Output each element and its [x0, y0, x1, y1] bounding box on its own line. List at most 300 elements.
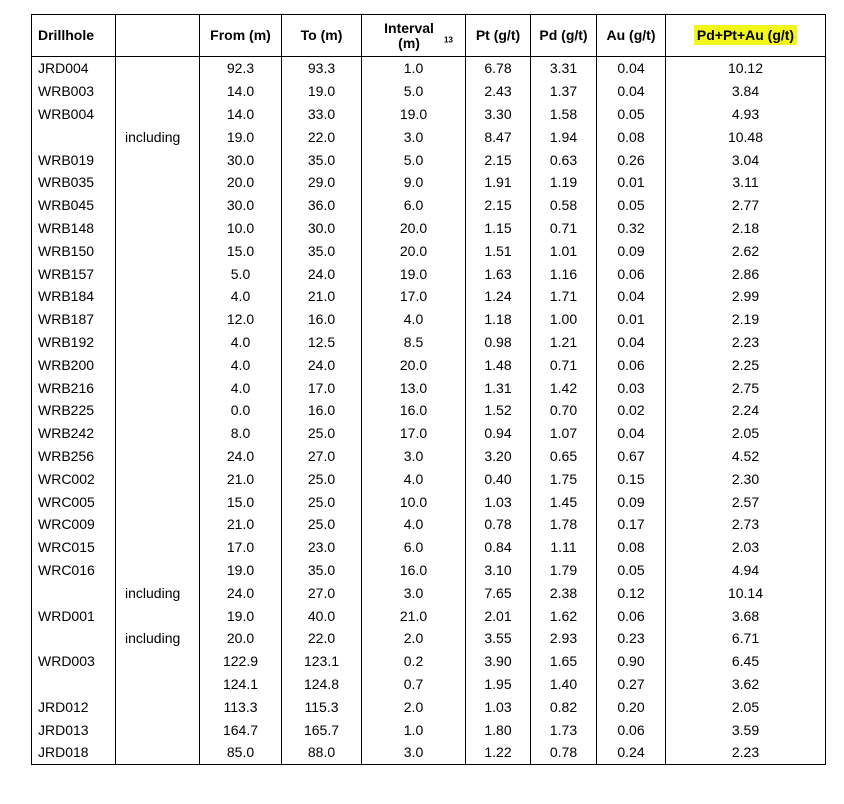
- header-interval: [362, 15, 466, 57]
- note-cell: [116, 490, 200, 513]
- pt-cell: 1.91: [466, 171, 531, 194]
- interval-cell: 20.0: [362, 217, 466, 240]
- to-cell: 35.0: [282, 559, 362, 582]
- drillhole-cell: WRB004: [32, 103, 116, 126]
- total-cell: 2.73: [666, 513, 826, 536]
- from-cell: 30.0: [200, 148, 282, 171]
- pd-cell: 3.31: [531, 57, 597, 80]
- from-cell: 21.0: [200, 513, 282, 536]
- header-pt: Pt (g/t): [466, 15, 531, 57]
- pt-cell: 1.63: [466, 262, 531, 285]
- table-row: [32, 331, 826, 354]
- pd-cell: 1.94: [531, 125, 597, 148]
- pt-cell: 3.10: [466, 559, 531, 582]
- au-cell: 0.20: [597, 695, 666, 718]
- interval-cell: 13.0: [362, 376, 466, 399]
- to-cell: 27.0: [282, 445, 362, 468]
- au-cell: 0.17: [597, 513, 666, 536]
- drillhole-cell: WRB192: [32, 331, 116, 354]
- table-row: [32, 604, 826, 627]
- to-cell: 115.3: [282, 695, 362, 718]
- to-cell: 124.8: [282, 673, 362, 696]
- drillhole-cell: WRB187: [32, 308, 116, 331]
- table-row: [32, 239, 826, 262]
- pt-cell: 3.90: [466, 650, 531, 673]
- pt-cell: 0.84: [466, 536, 531, 559]
- drillhole-cell: WRB003: [32, 80, 116, 103]
- to-cell: 36.0: [282, 194, 362, 217]
- note-cell: [116, 673, 200, 696]
- from-cell: 12.0: [200, 308, 282, 331]
- table-row: [32, 559, 826, 582]
- table-row: [32, 103, 826, 126]
- interval-cell: 6.0: [362, 536, 466, 559]
- drillhole-cell: WRB150: [32, 239, 116, 262]
- total-cell: 2.05: [666, 422, 826, 445]
- to-cell: 12.5: [282, 331, 362, 354]
- au-cell: 0.01: [597, 171, 666, 194]
- interval-cell: 1.0: [362, 718, 466, 741]
- au-cell: 0.04: [597, 80, 666, 103]
- total-cell: 2.57: [666, 490, 826, 513]
- interval-cell: 0.7: [362, 673, 466, 696]
- drillhole-cell: WRB256: [32, 445, 116, 468]
- from-cell: 17.0: [200, 536, 282, 559]
- total-cell: 4.52: [666, 445, 826, 468]
- interval-cell: 17.0: [362, 285, 466, 308]
- pt-cell: 0.78: [466, 513, 531, 536]
- pt-cell: 2.43: [466, 80, 531, 103]
- to-cell: 88.0: [282, 741, 362, 764]
- interval-cell: 9.0: [362, 171, 466, 194]
- total-cell: 3.04: [666, 148, 826, 171]
- table-row: [32, 308, 826, 331]
- table-row: [32, 171, 826, 194]
- au-cell: 0.06: [597, 604, 666, 627]
- interval-cell: 8.5: [362, 331, 466, 354]
- to-cell: 35.0: [282, 148, 362, 171]
- header-total: [666, 15, 826, 57]
- note-cell: [116, 467, 200, 490]
- from-cell: 19.0: [200, 125, 282, 148]
- to-cell: 25.0: [282, 490, 362, 513]
- au-cell: 0.23: [597, 627, 666, 650]
- pt-cell: 3.20: [466, 445, 531, 468]
- au-cell: 0.09: [597, 239, 666, 262]
- drillhole-cell: JRD004: [32, 57, 116, 80]
- au-cell: 0.05: [597, 103, 666, 126]
- drillhole-cell: WRB216: [32, 376, 116, 399]
- interval-cell: 21.0: [362, 604, 466, 627]
- table-row: [32, 217, 826, 240]
- interval-cell: 19.0: [362, 262, 466, 285]
- table-row: [32, 673, 826, 696]
- pd-cell: 0.58: [531, 194, 597, 217]
- au-cell: 0.06: [597, 353, 666, 376]
- interval-cell: 4.0: [362, 467, 466, 490]
- drillhole-cell: WRB019: [32, 148, 116, 171]
- au-cell: 0.90: [597, 650, 666, 673]
- to-cell: 19.0: [282, 80, 362, 103]
- drillhole-cell: [32, 125, 116, 148]
- from-cell: 14.0: [200, 80, 282, 103]
- drillhole-cell: [32, 581, 116, 604]
- drillhole-cell: WRB200: [32, 353, 116, 376]
- table-row: [32, 399, 826, 422]
- note-cell: [116, 718, 200, 741]
- table-row: [32, 194, 826, 217]
- pd-cell: 0.70: [531, 399, 597, 422]
- pt-cell: 2.01: [466, 604, 531, 627]
- note-cell: [116, 353, 200, 376]
- pt-cell: 8.47: [466, 125, 531, 148]
- from-cell: 4.0: [200, 376, 282, 399]
- from-cell: 8.0: [200, 422, 282, 445]
- to-cell: 25.0: [282, 422, 362, 445]
- pt-cell: 1.51: [466, 239, 531, 262]
- au-cell: 0.24: [597, 741, 666, 764]
- table-row: [32, 148, 826, 171]
- interval-cell: 20.0: [362, 239, 466, 262]
- drillhole-cell: WRB157: [32, 262, 116, 285]
- au-cell: 0.15: [597, 467, 666, 490]
- au-cell: 0.03: [597, 376, 666, 399]
- au-cell: 0.09: [597, 490, 666, 513]
- note-cell: [116, 445, 200, 468]
- au-cell: 0.06: [597, 718, 666, 741]
- to-cell: 25.0: [282, 513, 362, 536]
- to-cell: 23.0: [282, 536, 362, 559]
- au-cell: 0.04: [597, 285, 666, 308]
- to-cell: 123.1: [282, 650, 362, 673]
- total-cell: 3.11: [666, 171, 826, 194]
- au-cell: 0.02: [597, 399, 666, 422]
- to-cell: 40.0: [282, 604, 362, 627]
- header-row: [32, 15, 826, 57]
- pd-cell: 1.01: [531, 239, 597, 262]
- header-interval-label: Interval (m): [384, 19, 434, 51]
- table-row: [32, 490, 826, 513]
- pt-cell: 1.95: [466, 673, 531, 696]
- total-cell: 4.93: [666, 103, 826, 126]
- drillhole-cell: JRD018: [32, 741, 116, 764]
- total-cell: 2.77: [666, 194, 826, 217]
- interval-cell: 1.0: [362, 57, 466, 80]
- pt-cell: 1.22: [466, 741, 531, 764]
- table-row: [32, 262, 826, 285]
- header-blank: [116, 15, 200, 57]
- from-cell: 4.0: [200, 331, 282, 354]
- total-cell: 2.30: [666, 467, 826, 490]
- pd-cell: 0.78: [531, 741, 597, 764]
- pd-cell: 1.65: [531, 650, 597, 673]
- pd-cell: 2.93: [531, 627, 597, 650]
- note-cell: [116, 513, 200, 536]
- from-cell: 15.0: [200, 490, 282, 513]
- to-cell: 30.0: [282, 217, 362, 240]
- total-cell: 3.68: [666, 604, 826, 627]
- au-cell: 0.26: [597, 148, 666, 171]
- table-row: [32, 445, 826, 468]
- from-cell: 0.0: [200, 399, 282, 422]
- interval-cell: 3.0: [362, 445, 466, 468]
- pt-cell: 0.94: [466, 422, 531, 445]
- from-cell: 85.0: [200, 741, 282, 764]
- pd-cell: 1.19: [531, 171, 597, 194]
- au-cell: 0.01: [597, 308, 666, 331]
- drillhole-cell: JRD012: [32, 695, 116, 718]
- table-row: [32, 467, 826, 490]
- note-cell: [116, 604, 200, 627]
- note-cell: [116, 57, 200, 80]
- interval-cell: 3.0: [362, 581, 466, 604]
- pt-cell: 7.65: [466, 581, 531, 604]
- pt-cell: 2.15: [466, 148, 531, 171]
- to-cell: 22.0: [282, 627, 362, 650]
- note-cell: [116, 741, 200, 764]
- from-cell: 164.7: [200, 718, 282, 741]
- to-cell: 33.0: [282, 103, 362, 126]
- drillhole-cell: WRC002: [32, 467, 116, 490]
- pt-cell: 1.15: [466, 217, 531, 240]
- pd-cell: 1.62: [531, 604, 597, 627]
- note-cell: [116, 103, 200, 126]
- to-cell: 25.0: [282, 467, 362, 490]
- pd-cell: 0.82: [531, 695, 597, 718]
- total-cell: 2.05: [666, 695, 826, 718]
- header-to: To (m): [282, 15, 362, 57]
- interval-cell: 19.0: [362, 103, 466, 126]
- total-cell: 6.71: [666, 627, 826, 650]
- note-cell: [116, 376, 200, 399]
- total-cell: 2.62: [666, 239, 826, 262]
- note-cell: [116, 650, 200, 673]
- interval-cell: 3.0: [362, 741, 466, 764]
- drillhole-cell: WRD003: [32, 650, 116, 673]
- total-cell: 2.19: [666, 308, 826, 331]
- note-cell: [116, 331, 200, 354]
- table-row: [32, 125, 826, 148]
- table-row: [32, 513, 826, 536]
- note-cell: [116, 217, 200, 240]
- header-au: Au (g/t): [597, 15, 666, 57]
- pd-cell: 1.00: [531, 308, 597, 331]
- note-cell: [116, 308, 200, 331]
- interval-cell: 16.0: [362, 399, 466, 422]
- table-row: [32, 422, 826, 445]
- note-cell: [116, 285, 200, 308]
- total-cell: 3.84: [666, 80, 826, 103]
- from-cell: 30.0: [200, 194, 282, 217]
- note-cell: [116, 695, 200, 718]
- table-row: [32, 57, 826, 80]
- pt-cell: 0.98: [466, 331, 531, 354]
- table-row: [32, 718, 826, 741]
- pt-cell: 1.80: [466, 718, 531, 741]
- au-cell: 0.04: [597, 331, 666, 354]
- note-cell: [116, 536, 200, 559]
- pd-cell: 1.75: [531, 467, 597, 490]
- drillhole-cell: WRC009: [32, 513, 116, 536]
- to-cell: 24.0: [282, 353, 362, 376]
- pd-cell: 1.16: [531, 262, 597, 285]
- total-cell: 2.18: [666, 217, 826, 240]
- total-cell: 2.86: [666, 262, 826, 285]
- pt-cell: 2.15: [466, 194, 531, 217]
- total-cell: 10.48: [666, 125, 826, 148]
- note-cell: [116, 399, 200, 422]
- from-cell: 4.0: [200, 353, 282, 376]
- au-cell: 0.08: [597, 536, 666, 559]
- au-cell: 0.05: [597, 194, 666, 217]
- header-pd: Pd (g/t): [531, 15, 597, 57]
- header-from: From (m): [200, 15, 282, 57]
- table-row: [32, 650, 826, 673]
- to-cell: 165.7: [282, 718, 362, 741]
- to-cell: 17.0: [282, 376, 362, 399]
- note-cell: [116, 559, 200, 582]
- au-cell: 0.67: [597, 445, 666, 468]
- pd-cell: 0.71: [531, 353, 597, 376]
- total-cell: 3.62: [666, 673, 826, 696]
- table-body: [32, 57, 826, 765]
- note-cell: [116, 239, 200, 262]
- from-cell: 4.0: [200, 285, 282, 308]
- drillhole-cell: WRB148: [32, 217, 116, 240]
- pd-cell: 1.21: [531, 331, 597, 354]
- table-row: [32, 695, 826, 718]
- to-cell: 29.0: [282, 171, 362, 194]
- pt-cell: 1.18: [466, 308, 531, 331]
- pd-cell: 0.63: [531, 148, 597, 171]
- drillhole-cell: WRB045: [32, 194, 116, 217]
- to-cell: 21.0: [282, 285, 362, 308]
- from-cell: 24.0: [200, 581, 282, 604]
- pt-cell: 1.52: [466, 399, 531, 422]
- from-cell: 19.0: [200, 604, 282, 627]
- note-cell: [116, 422, 200, 445]
- note-cell: [116, 194, 200, 217]
- note-cell: including: [116, 581, 200, 604]
- pt-cell: 1.31: [466, 376, 531, 399]
- to-cell: 22.0: [282, 125, 362, 148]
- drillhole-cell: WRC005: [32, 490, 116, 513]
- pt-cell: 3.55: [466, 627, 531, 650]
- total-cell: 10.12: [666, 57, 826, 80]
- au-cell: 0.08: [597, 125, 666, 148]
- note-cell: including: [116, 125, 200, 148]
- drillhole-cell: WRB035: [32, 171, 116, 194]
- drillhole-cell: WRC015: [32, 536, 116, 559]
- total-cell: 3.59: [666, 718, 826, 741]
- pt-cell: 1.48: [466, 353, 531, 376]
- total-cell: 10.14: [666, 581, 826, 604]
- pd-cell: 0.65: [531, 445, 597, 468]
- from-cell: 113.3: [200, 695, 282, 718]
- drillhole-cell: WRC016: [32, 559, 116, 582]
- note-cell: including: [116, 627, 200, 650]
- drillhole-cell: JRD013: [32, 718, 116, 741]
- drillhole-cell: [32, 627, 116, 650]
- pt-cell: 1.03: [466, 490, 531, 513]
- drillhole-cell: WRD001: [32, 604, 116, 627]
- interval-cell: 6.0: [362, 194, 466, 217]
- note-cell: [116, 262, 200, 285]
- pt-cell: 1.03: [466, 695, 531, 718]
- from-cell: 122.9: [200, 650, 282, 673]
- interval-cell: 2.0: [362, 695, 466, 718]
- interval-cell: 4.0: [362, 513, 466, 536]
- table-row: [32, 80, 826, 103]
- au-cell: 0.05: [597, 559, 666, 582]
- note-cell: [116, 80, 200, 103]
- total-cell: 2.03: [666, 536, 826, 559]
- drillhole-cell: [32, 673, 116, 696]
- total-cell: 4.94: [666, 559, 826, 582]
- to-cell: 93.3: [282, 57, 362, 80]
- pd-cell: 1.58: [531, 103, 597, 126]
- total-cell: 2.25: [666, 353, 826, 376]
- table-row: [32, 741, 826, 764]
- au-cell: 0.04: [597, 57, 666, 80]
- to-cell: 35.0: [282, 239, 362, 262]
- pd-cell: 1.73: [531, 718, 597, 741]
- interval-cell: 3.0: [362, 125, 466, 148]
- interval-cell: 20.0: [362, 353, 466, 376]
- from-cell: 92.3: [200, 57, 282, 80]
- pd-cell: 1.40: [531, 673, 597, 696]
- au-cell: 0.12: [597, 581, 666, 604]
- note-cell: [116, 148, 200, 171]
- drillhole-cell: WRB184: [32, 285, 116, 308]
- to-cell: 24.0: [282, 262, 362, 285]
- pd-cell: 0.71: [531, 217, 597, 240]
- from-cell: 21.0: [200, 467, 282, 490]
- table-row: [32, 627, 826, 650]
- total-cell: 2.75: [666, 376, 826, 399]
- from-cell: 15.0: [200, 239, 282, 262]
- pd-cell: 1.42: [531, 376, 597, 399]
- interval-cell: 16.0: [362, 559, 466, 582]
- total-cell: 2.23: [666, 741, 826, 764]
- au-cell: 0.04: [597, 422, 666, 445]
- au-cell: 0.32: [597, 217, 666, 240]
- to-cell: 27.0: [282, 581, 362, 604]
- from-cell: 20.0: [200, 627, 282, 650]
- au-cell: 0.06: [597, 262, 666, 285]
- header-total-highlight: Pd+Pt+Au (g/t): [694, 25, 797, 45]
- from-cell: 19.0: [200, 559, 282, 582]
- table-row: [32, 536, 826, 559]
- pd-cell: 1.71: [531, 285, 597, 308]
- pt-cell: 1.24: [466, 285, 531, 308]
- total-cell: 2.23: [666, 331, 826, 354]
- pt-cell: 0.40: [466, 467, 531, 490]
- from-cell: 24.0: [200, 445, 282, 468]
- to-cell: 16.0: [282, 308, 362, 331]
- total-cell: 2.24: [666, 399, 826, 422]
- pd-cell: 1.45: [531, 490, 597, 513]
- table-row: [32, 285, 826, 308]
- from-cell: 124.1: [200, 673, 282, 696]
- interval-cell: 0.2: [362, 650, 466, 673]
- pt-cell: 6.78: [466, 57, 531, 80]
- from-cell: 14.0: [200, 103, 282, 126]
- from-cell: 20.0: [200, 171, 282, 194]
- pd-cell: 1.79: [531, 559, 597, 582]
- pd-cell: 2.38: [531, 581, 597, 604]
- to-cell: 16.0: [282, 399, 362, 422]
